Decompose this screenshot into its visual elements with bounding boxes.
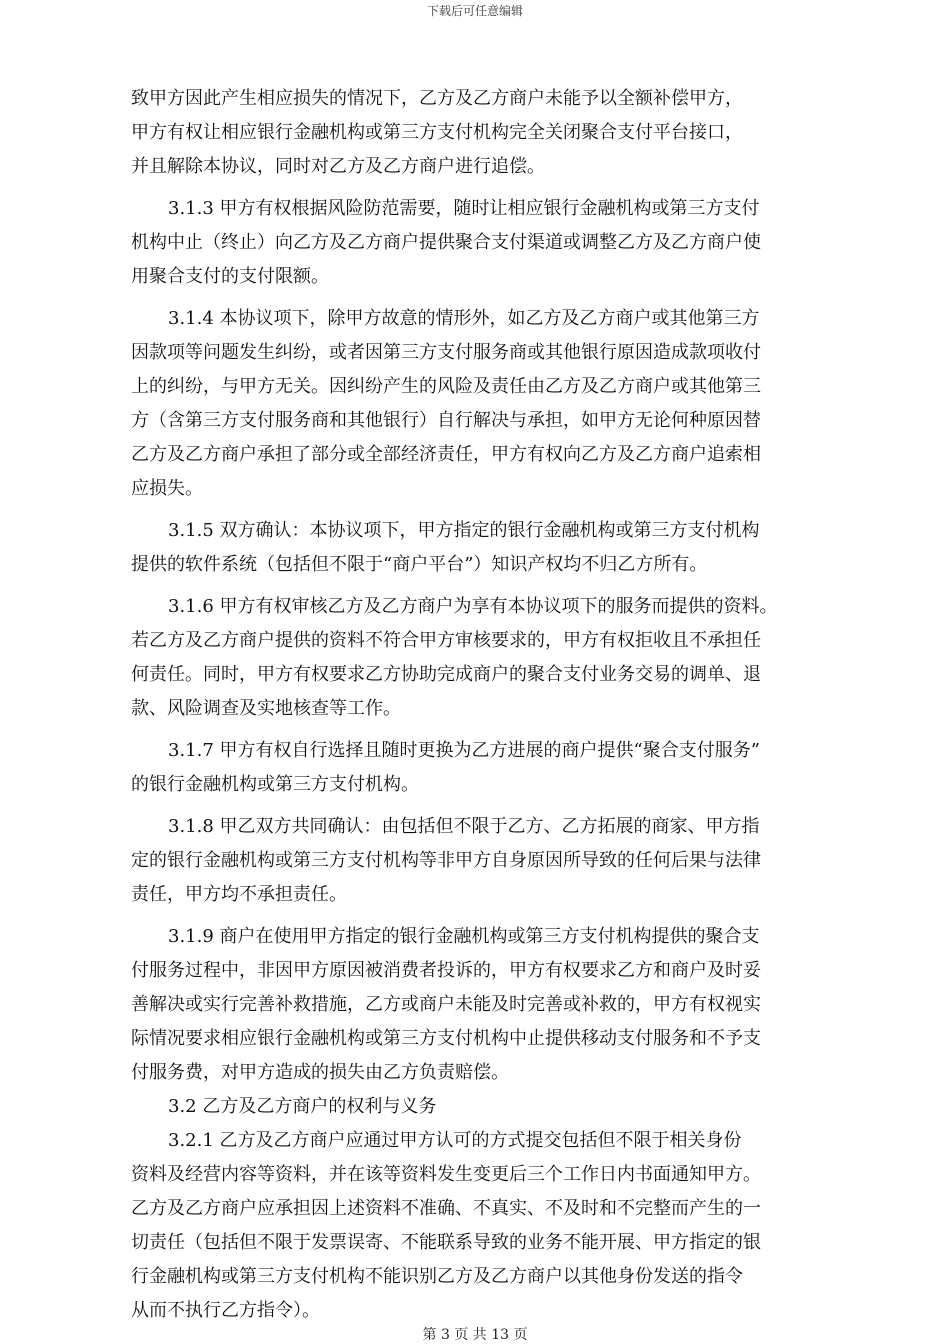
clause-3-1-7: 3.1.7 甲方有权自行选择且随时更换为乙方进展的商户提供“聚合支付服务”: [168, 740, 760, 761]
text-line: 应损失。: [131, 478, 203, 499]
text-line: 定的银行金融机构或第三方支付机构等非甲方自身原因所导致的任何后果与法律: [131, 850, 761, 871]
clause-3-1-4: 3.1.4 本协议项下，除甲方故意的情形外，如乙方及乙方商户或其他第三方: [168, 308, 760, 329]
clause-3-1-9: 3.1.9 商户在使用甲方指定的银行金融机构或第三方支付机构提供的聚合支: [168, 926, 760, 947]
page-header: 下载后可任意编辑: [426, 4, 523, 18]
section-heading-3-2: 3.2 乙方及乙方商户的权利与义务: [168, 1096, 437, 1117]
text-line: 切责任（包括但不限于发票误寄、不能联系导致的业务不能开展、甲方指定的银: [131, 1232, 761, 1253]
clause-3-2-1: 3.2.1 乙方及乙方商户应通过甲方认可的方式提交包括但不限于相关身份: [168, 1130, 742, 1151]
text-line: 因款项等问题发生纠纷，或者因第三方支付服务商或其他银行原因造成款项收付: [131, 342, 761, 363]
text-line: 从而不执行乙方指令）。: [131, 1300, 320, 1321]
text-line: 用聚合支付的支付限额。: [131, 266, 329, 287]
text-line: 款、风险调查及实地核查等工作。: [131, 698, 401, 719]
text-line: 上的纠纷，与甲方无关。因纠纷产生的风险及责任由乙方及乙方商户或其他第三: [131, 376, 761, 397]
text-line: 的银行金融机构或第三方支付机构。: [131, 774, 419, 795]
text-line: 方（含第三方支付服务商和其他银行）自行解决与承担，如甲方无论何种原因替: [131, 410, 761, 431]
text-line: 付服务费，对甲方造成的损失由乙方负责赔偿。: [131, 1062, 509, 1083]
text-line: 机构中止（终止）向乙方及乙方商户提供聚合支付渠道或调整乙方及乙方商户使: [131, 232, 761, 253]
text-line: 善解决或实行完善补救措施，乙方或商户未能及时完善或补救的，甲方有权视实: [131, 994, 761, 1015]
page-footer: 第 3 页 共 13 页: [422, 1327, 528, 1343]
document-body: [131, 82, 821, 1328]
clause-3-1-5: 3.1.5 双方确认：本协议项下，甲方指定的银行金融机构或第三方支付机构: [168, 520, 760, 541]
text-line: 资料及经营内容等资料，并在该等资料发生变更后三个工作日内书面通知甲方。: [131, 1164, 761, 1185]
text-line: 责任，甲方均不承担责任。: [131, 884, 347, 905]
text-line: 提供的软件系统（包括但不限于“商户平台”）知识产权均不归乙方所有。: [131, 554, 708, 575]
text-line: 致甲方因此产生相应损失的情况下，乙方及乙方商户未能予以全额补偿甲方，: [131, 88, 743, 109]
text-line: 乙方及乙方商户承担了部分或全部经济责任，甲方有权向乙方及乙方商户追索相: [131, 444, 761, 465]
text-line: 行金融机构或第三方支付机构不能识别乙方及乙方商户以其他身份发送的指令: [131, 1266, 743, 1287]
text-line: 际情况要求相应银行金融机构或第三方支付机构中止提供移动支付服务和不予支: [131, 1028, 761, 1049]
text-line: 甲方有权让相应银行金融机构或第三方支付机构完全关闭聚合支付平台接口，: [131, 122, 743, 143]
clause-3-1-8: 3.1.8 甲乙双方共同确认：由包括但不限于乙方、乙方拓展的商家、甲方指: [168, 816, 760, 837]
text-line: 乙方及乙方商户应承担因上述资料不准确、不真实、不及时和不完整而产生的一: [131, 1198, 761, 1219]
text-line: 若乙方及乙方商户提供的资料不符合甲方审核要求的，甲方有权拒收且不承担任: [131, 630, 761, 651]
text-line: 并且解除本协议，同时对乙方及乙方商户进行追偿。: [131, 156, 545, 177]
text-line: 付服务过程中，非因甲方原因被消费者投诉的，甲方有权要求乙方和商户及时妥: [131, 960, 761, 981]
text-line: 何责任。同时，甲方有权要求乙方协助完成商户的聚合支付业务交易的调单、退: [131, 664, 761, 685]
clause-3-1-6: 3.1.6 甲方有权审核乙方及乙方商户为享有本协议项下的服务而提供的资料。: [168, 596, 778, 617]
clause-3-1-3: 3.1.3 甲方有权根据风险防范需要，随时让相应银行金融机构或第三方支付: [168, 198, 760, 219]
